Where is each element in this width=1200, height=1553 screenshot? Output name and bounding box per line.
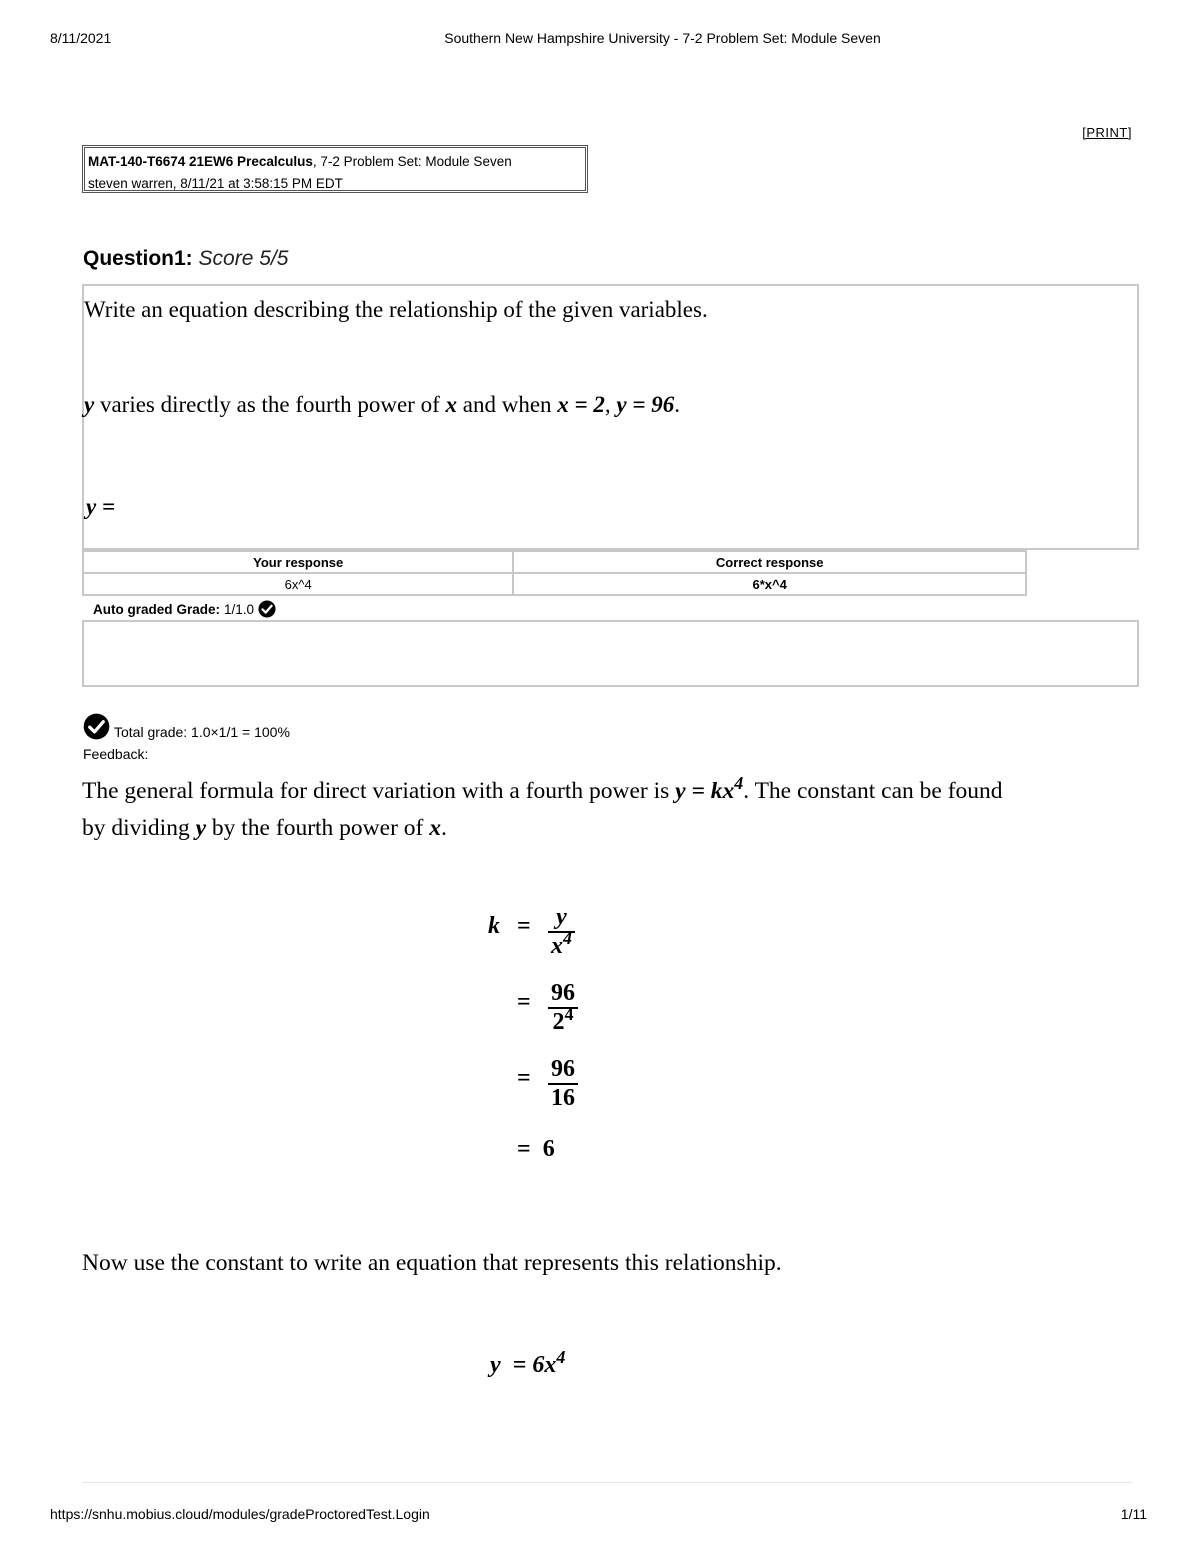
print-link[interactable]: [PRINT]	[1082, 125, 1132, 140]
table-header-row	[83, 551, 1026, 573]
step-3	[517, 1056, 575, 1111]
constant-result: 6	[542, 1136, 555, 1162]
grade-value: 1/1.0	[224, 601, 255, 617]
student-line: steven warren, 8/11/21 at 3:58:15 PM EDT	[88, 176, 343, 191]
question-condition	[84, 392, 680, 418]
page-header-title: Southern New Hampshire University - 7-2 Problem Set: Module Seven	[444, 30, 881, 46]
den-exponent: 4	[564, 1004, 574, 1024]
question-prompt: Write an equation describing the relationship of the given variables.	[84, 297, 708, 322]
final-lhs: y	[490, 1352, 501, 1378]
var-x: x	[429, 815, 441, 841]
fraction-y-over-x4	[548, 904, 575, 960]
den-base: x	[551, 933, 563, 959]
fraction-numerator: 96	[551, 1056, 575, 1082]
check-circle-icon	[83, 713, 110, 740]
question-label: Question1:	[83, 247, 193, 270]
feedback-line-2	[82, 815, 447, 842]
equals-sign: =	[517, 989, 531, 1015]
feedback-text: The general formula for direct variation with a fourth power is	[82, 778, 676, 804]
fraction-96-over-2-4	[548, 980, 578, 1036]
var-k: k	[488, 913, 500, 939]
feedback-line-3: Now use the constant to write an equation that represents this relationship.	[82, 1250, 782, 1276]
your-response-header: Your response	[83, 551, 513, 573]
feedback-label: Feedback:	[83, 746, 149, 762]
correct-response-value: 6*x^4	[513, 573, 1026, 595]
fraction-numerator: y	[556, 904, 567, 930]
final-rhs	[512, 1347, 566, 1378]
step-4	[517, 1136, 555, 1163]
grader-comment-box	[82, 620, 1139, 687]
course-line	[88, 151, 582, 173]
condition-end: .	[674, 392, 680, 417]
formula-exponent: 4	[734, 773, 744, 793]
answer-prompt: y =	[86, 494, 116, 519]
final-rhs-exponent: 4	[556, 1347, 566, 1367]
fraction-denominator: 16	[548, 1083, 578, 1112]
your-response-value: 6x^4	[83, 573, 513, 595]
course-name: MAT-140-T6674 21EW6 Precalculus	[88, 154, 313, 169]
grade-label: Grade:	[176, 601, 221, 617]
step-2	[517, 980, 575, 1035]
fraction-denominator	[548, 928, 575, 960]
step-1	[517, 904, 572, 959]
fraction-96-over-16	[548, 1056, 578, 1112]
equals-sign: =	[517, 1065, 531, 1091]
correct-response-header: Correct response	[513, 551, 1026, 573]
total-grade-line	[83, 713, 290, 740]
condition-text-2: and when	[457, 392, 558, 417]
den-exponent: 4	[563, 928, 572, 948]
final-rhs-base: = 6x	[512, 1352, 557, 1378]
step-k-lhs	[488, 906, 500, 939]
condition-text-1: varies directly as the fourth power of	[94, 392, 446, 417]
y-equals: y = 96	[616, 392, 675, 417]
footer-url: https://snhu.mobius.cloud/modules/gradeProctoredTest.Login	[50, 1506, 430, 1522]
question-score: Score 5/5	[198, 247, 289, 270]
var-y: y	[195, 815, 207, 841]
condition-comma: ,	[604, 392, 617, 417]
footer-divider	[82, 1482, 1132, 1483]
den-base: 2	[552, 1009, 565, 1035]
var-y: y	[84, 392, 95, 417]
page-number: 1/11	[1120, 1506, 1147, 1522]
feedback-line-1	[82, 773, 1003, 805]
feedback-text: by dividing	[82, 815, 196, 841]
fraction-denominator	[548, 1004, 578, 1036]
feedback-text-end: .	[440, 815, 447, 841]
response-table	[82, 550, 1027, 596]
equals-sign: =	[517, 1136, 531, 1162]
table-row	[83, 573, 1026, 595]
var-x: x	[445, 392, 457, 417]
equals-sign: =	[517, 913, 531, 939]
auto-graded-label: Auto graded	[93, 601, 173, 617]
final-equation	[490, 1347, 566, 1379]
x-equals: x = 2	[557, 392, 605, 417]
total-grade-text: Total grade: 1.0×1/1 = 100%	[114, 724, 290, 740]
auto-graded-line	[93, 600, 276, 618]
assignment-name: , 7-2 Problem Set: Module Seven	[312, 154, 512, 169]
formula-base: y = kx	[675, 778, 735, 804]
question-heading	[83, 247, 288, 271]
print-date: 8/11/2021	[50, 30, 112, 46]
check-circle-icon	[258, 600, 276, 618]
fraction-numerator: 96	[551, 980, 575, 1006]
general-formula	[675, 773, 744, 804]
feedback-text: by the fourth power of	[206, 815, 430, 841]
course-info-box	[82, 145, 588, 193]
feedback-text-end: . The constant can be found	[743, 778, 1003, 804]
